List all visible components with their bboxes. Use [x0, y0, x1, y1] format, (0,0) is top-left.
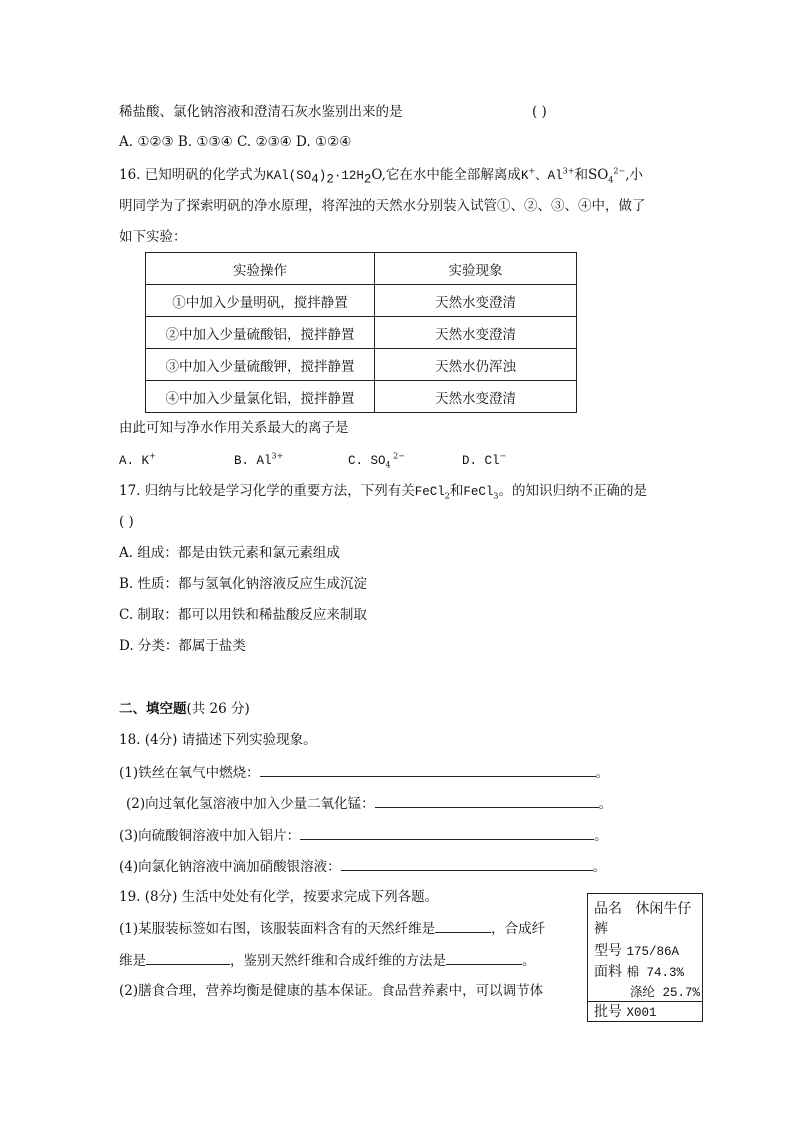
header-phenomenon: 实验现象	[375, 253, 577, 285]
operation-cell: ④中加入少量氯化铝，搅拌静置	[146, 381, 375, 413]
garment-label	[587, 893, 703, 1022]
q17-stem: 17. 归纳与比较是学习化学的重要方法，下列有关FeCl$_2$和FeCl$_3$。的知识归纳不正确的是	[119, 483, 647, 501]
table-row	[146, 285, 577, 317]
operation-cell: ②中加入少量硫酸铝，搅拌静置	[146, 317, 375, 349]
q19-part1-line2: 维是 ，鉴别天然纤维和合成纤维的方法是 。	[119, 953, 536, 969]
q16-stem-line2: 明同学为了探索明矾的净水原理，将浑浊的天然水分别装入试管①、②、③、④中，做了	[119, 198, 646, 214]
phenomenon-cell: 天然水仍浑浊	[375, 349, 577, 381]
header-operation: 实验操作	[146, 253, 375, 285]
table-row	[146, 349, 577, 381]
section-title: 二、填空题(共 26 分)	[119, 701, 250, 717]
q16-option-d: D. Cl−	[462, 451, 507, 468]
q19-part1-line1: (1)某服装标签如右图，该服装面料含有的天然纤维是 ，合成纤	[119, 921, 546, 937]
operation-cell: ①中加入少量明矾，搅拌静置	[146, 285, 375, 317]
operation-cell: ③中加入少量硫酸钾，搅拌静置	[146, 349, 375, 381]
q17-option-d: D. 分类：都属于盐类	[119, 638, 246, 654]
q16-stem-line3: 如下实验：	[119, 229, 187, 245]
q15-stem-tail: 稀盐酸、氯化钠溶液和澄清石灰水鉴别出来的是	[119, 104, 403, 120]
experiment-table	[145, 252, 577, 413]
q17-option-c: C. 制取：都可以用铁和稀盐酸反应来制取	[119, 607, 367, 623]
q18-item-1: (1)铁丝在氧气中燃烧： 。	[119, 765, 610, 781]
q18-item-3: (3)向硫酸铜溶液中加入铝片： 。	[119, 828, 608, 844]
phenomenon-cell: 天然水变澄清	[375, 317, 577, 349]
q16-conclusion: 由此可知与净水作用关系最大的离子是	[119, 420, 349, 436]
q18-item-4: (4)向氯化钠溶液中滴加硝酸银溶液： 。	[119, 859, 607, 875]
table-header-row	[146, 253, 577, 285]
q16-option-a: A. K+	[119, 451, 156, 468]
q19-part2: (2)膳食合理，营养均衡是健康的基本保证。食品营养素中，可以调节体	[119, 983, 544, 999]
label-fabric-row: 面料 棉 74.3%	[594, 964, 684, 980]
q16-option-c: C. $SO_4$ $^{2-}$	[348, 451, 405, 470]
label-fabric-row2: 涤纶 25.7%	[630, 986, 701, 1000]
q15-answer-paren: ( )	[532, 104, 547, 120]
q17-answer-paren: ( )	[119, 514, 134, 530]
q16-option-b: B. $Al^{3+}$	[234, 451, 284, 468]
q17-option-a: A. 组成：都是由铁元素和氯元素组成	[119, 545, 340, 561]
phenomenon-cell: 天然水变澄清	[375, 285, 577, 317]
q19-stem: 19. (8分) 生活中处处有化学，按要求完成下列各题。	[119, 889, 439, 905]
phenomenon-cell: 天然水变澄清	[375, 381, 577, 413]
label-name-row: 品名 休闲牛仔	[594, 901, 692, 917]
label-model-row: 型号 175/86A	[594, 943, 679, 959]
q17-option-b: B. 性质：都与氢氧化钠溶液反应生成沉淀	[119, 576, 368, 592]
q15-options: A. ①②③ B. ①③④ C. ②③④ D. ①②④	[119, 134, 352, 150]
q18-stem: 18. (4分) 请描述下列实验现象。	[119, 732, 317, 748]
table-row	[146, 317, 577, 349]
table-row	[146, 381, 577, 413]
q16-stem-line1: 16. 已知明矾的化学式为$KAl(SO_4)_2\cdot 12H_2O$,它在水中能全部解离成K+、$Al^{3+}$和$SO_4^{2-}$,小	[119, 166, 643, 187]
label-batch-row: 批号 X001	[594, 1004, 657, 1020]
label-name-cont: 裤	[594, 921, 608, 937]
q18-item-2: (2)向过氧化氢溶液中加入少量二氧化锰： 。	[126, 796, 613, 812]
